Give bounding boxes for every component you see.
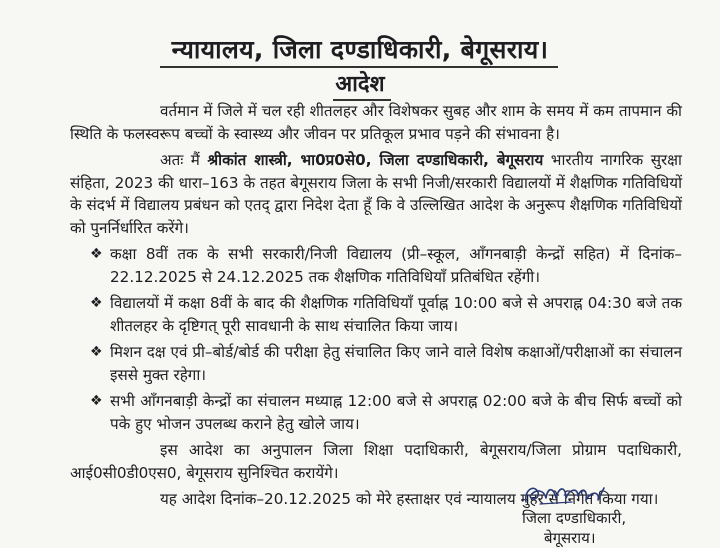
document-body (70, 100, 682, 515)
signatory-block (522, 508, 626, 548)
order-prefix: अतः मैं (160, 151, 200, 169)
order-text: भारतीय नागरिक सुरक्षा संहिता, 2023 की धारा–163 के तहत बेगूसराय जिला के सभी निजी/सरकारी विद्यालयों में शैक्षणिक गतिविधियों के संदर्भ में विद्यालय प्रबंधन को एतद् द्वारा निदेश देता हूँ कि वे उल्लिखित आदेश के अनुरूप शैक्षणिक गतिविधियों को पुनर्निर्धारित करेंगे। (70, 151, 682, 237)
bullet-diamond-icon: ❖ (90, 344, 103, 360)
directive-item (90, 292, 682, 337)
compliance-paragraph: इस आदेश का अनुपालन जिला शिक्षा पदाधिकारी, बेगूसराय/जिला प्रोग्राम पदाधिकारी, आई0सी0डी0एस0, बेगूसराय सुनिश्चित करायेंगे। (70, 441, 682, 482)
directive-item (90, 390, 682, 435)
directive-text: कक्षा 8वीं तक के सभी सरकारी/निजी विद्यालय (प्री–स्कूल, आँगनबाड़ी केन्द्रों सहित) में दिनांक–22.12.2025 से 24.12.2025 तक शैक्षणिक गतिविधियाँ प्रतिबंधित रहेंगी। (110, 245, 682, 286)
directive-text: सभी आँगनबाड़ी केन्द्रों का संचालन मध्याह्न 12:00 बजे से अपराह्न 02:00 बजे के बीच सिर्फ बच्चों को पके हुए भोजन उपलब्ध कराने हेतु खोले जाय। (110, 392, 682, 433)
order-authority-name: श्रीकांत शास्त्री, भा0प्र0से0, जिला दण्डाधिकारी, बेगूसराय (207, 151, 544, 169)
bullet-diamond-icon: ❖ (90, 295, 103, 311)
directive-list (70, 243, 682, 435)
intro-paragraph: वर्तमान में जिले में चल रही शीतलहर और विशेषकर सुबह और शाम के समय में कम तापमान की स्थिति के फलस्वरूप बच्चों के स्वास्थ्य और जीवन पर प्रतिकूल प्रभाव पड़ने की संभावना है। (70, 102, 682, 143)
signatory-designation: जिला दण्डाधिकारी, (522, 509, 627, 527)
directive-text: मिशन दक्ष एवं प्री–बोर्ड/बोर्ड की परीक्षा हेतु संचालित किए जाने वाले विशेष कक्षाओं/परीक्षाओं का संचालन इससे मुक्त रहेगा। (110, 343, 682, 384)
issued-paragraph: यह आदेश दिनांक–20.12.2025 को मेरे हस्ताक्षर एवं न्यायालय मुहर से निर्गत किया गया। (160, 490, 659, 508)
directive-item (90, 341, 682, 386)
bullet-diamond-icon: ❖ (90, 246, 103, 262)
directive-item (90, 243, 682, 288)
directive-text: विद्यालयों में कक्षा 8वीं के बाद की शैक्षणिक गतिविधियाँ पूर्वाह्न 10:00 बजे से अपराह्न 04:30 बजे तक शीतलहर के दृष्टिगत् पूरी सावधानी के साथ संचालित किया जाय। (110, 294, 682, 335)
signatory-place: बेगूसराय। (544, 529, 596, 547)
document-title: न्यायालय, जिला दण्डाधिकारी, बेगूसराय। (171, 35, 549, 64)
order-paragraph (70, 149, 682, 239)
document-heading: आदेश (335, 72, 385, 97)
bullet-diamond-icon: ❖ (90, 393, 103, 409)
handwritten-signature (520, 478, 630, 510)
